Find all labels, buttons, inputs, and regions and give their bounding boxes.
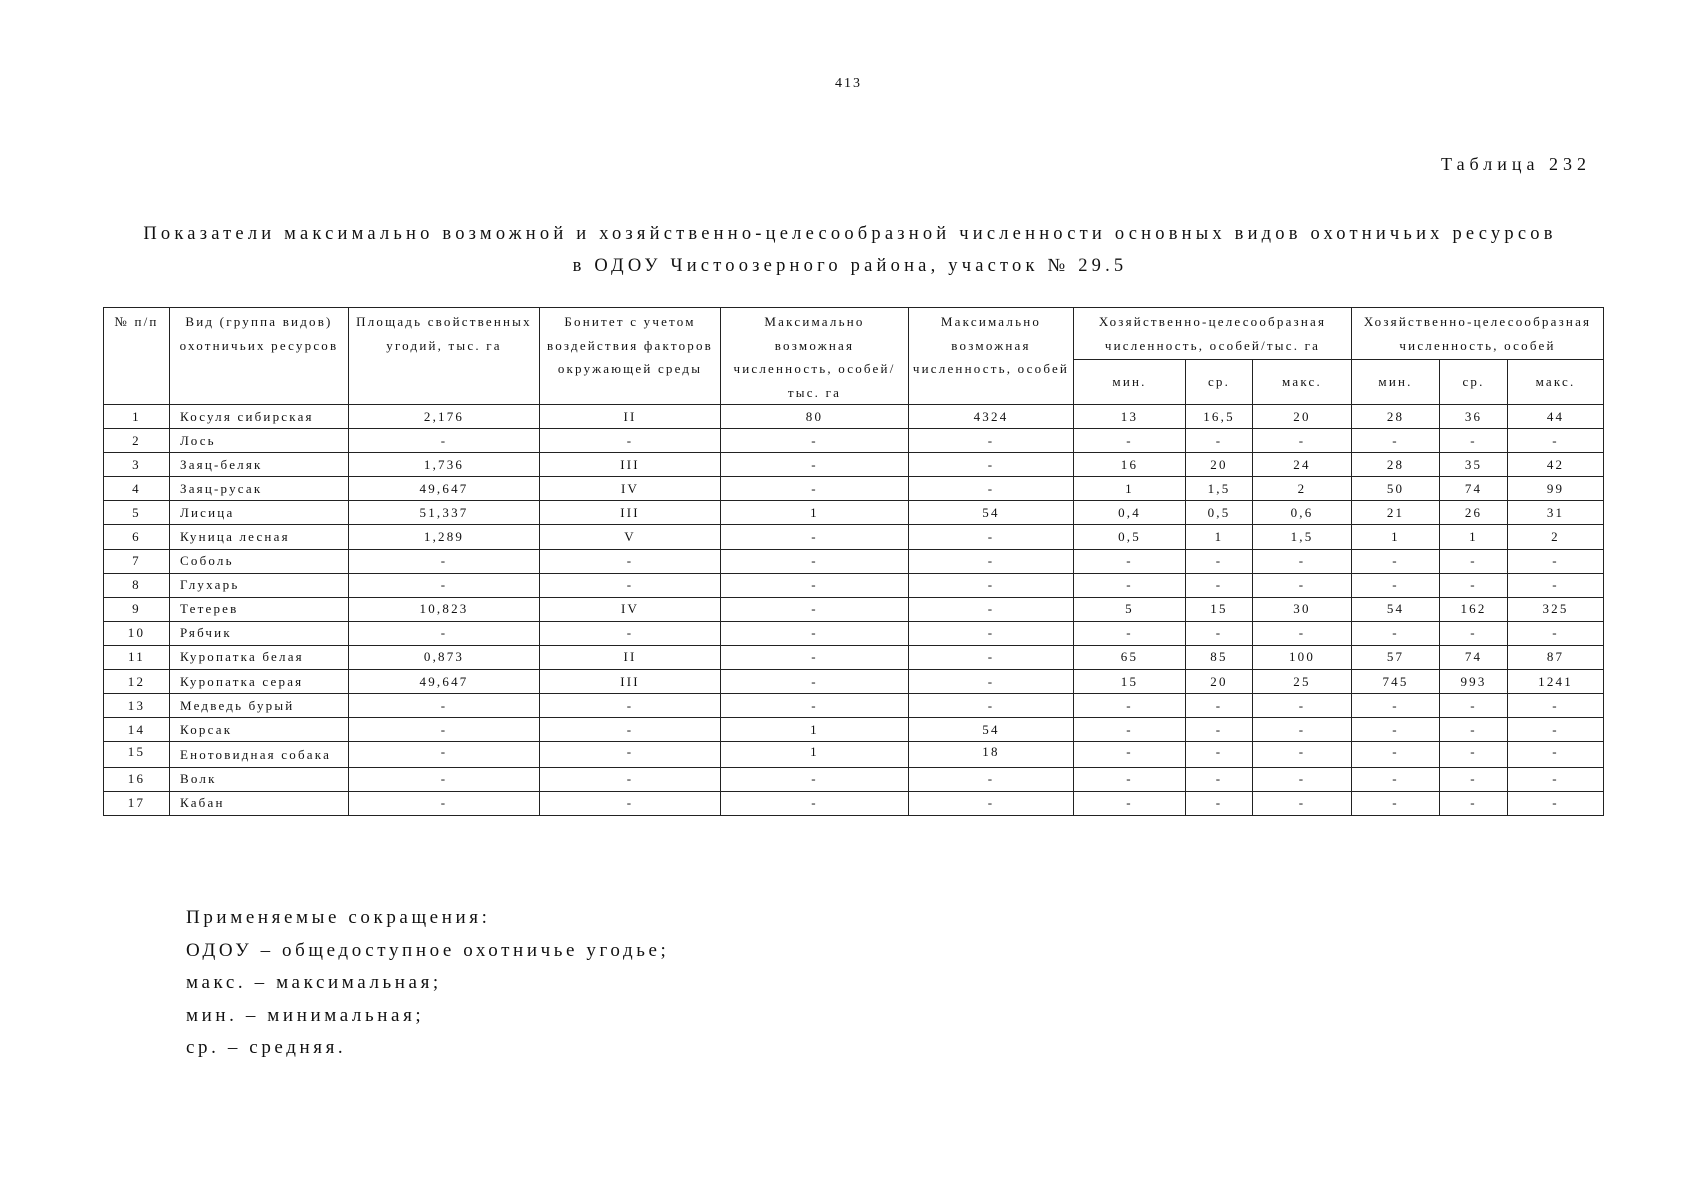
area-value: - xyxy=(349,767,540,791)
econ-count-max: 1241 xyxy=(1508,670,1604,694)
econ-density-min: - xyxy=(1074,791,1186,815)
area-value: - xyxy=(349,621,540,645)
econ-count-avg: - xyxy=(1440,767,1508,791)
table-row xyxy=(104,742,1604,768)
species-name: Енотовидная собака xyxy=(170,742,349,768)
bonitet-value: II xyxy=(540,645,721,669)
econ-count-max: 42 xyxy=(1508,453,1604,477)
econ-count-avg: 36 xyxy=(1440,405,1508,429)
max-density-value: 1 xyxy=(721,742,909,768)
econ-count-max: - xyxy=(1508,549,1604,573)
table-label: Таблица 232 xyxy=(1441,154,1591,174)
max-density-value: - xyxy=(721,477,909,501)
econ-density-max: - xyxy=(1253,742,1352,768)
max-count-value: 54 xyxy=(909,718,1074,742)
econ-count-avg: 26 xyxy=(1440,501,1508,525)
bonitet-value: - xyxy=(540,791,721,815)
species-name: Соболь xyxy=(170,549,349,573)
econ-count-max: - xyxy=(1508,718,1604,742)
hunting-resources-table xyxy=(103,307,1604,816)
econ-density-max: 25 xyxy=(1253,670,1352,694)
table-header-row xyxy=(104,308,1604,360)
table-row xyxy=(104,621,1604,645)
row-number: 9 xyxy=(104,597,170,621)
econ-density-avg: 1 xyxy=(1186,525,1253,549)
econ-density-avg: 20 xyxy=(1186,453,1253,477)
max-count-value: - xyxy=(909,573,1074,597)
abbreviations-heading: Применяемые сокращения: xyxy=(186,907,491,928)
bonitet-value: III xyxy=(540,453,721,477)
species-name: Куропатка белая xyxy=(170,645,349,669)
table-row xyxy=(104,405,1604,429)
bonitet-value: V xyxy=(540,525,721,549)
species-name: Заяц-беляк xyxy=(170,453,349,477)
species-name: Кабан xyxy=(170,791,349,815)
econ-density-max: 30 xyxy=(1253,597,1352,621)
max-count-value: - xyxy=(909,549,1074,573)
bonitet-value: II xyxy=(540,405,721,429)
econ-density-max: 24 xyxy=(1253,453,1352,477)
econ-count-max: - xyxy=(1508,621,1604,645)
max-count-value: 54 xyxy=(909,501,1074,525)
econ-density-max: - xyxy=(1253,791,1352,815)
area-value: - xyxy=(349,549,540,573)
econ-count-max: 99 xyxy=(1508,477,1604,501)
table-row xyxy=(104,429,1604,453)
econ-density-max: 20 xyxy=(1253,405,1352,429)
abbreviation-item: мин. – минимальная; xyxy=(186,1004,425,1026)
abbreviation-item: ср. – средняя. xyxy=(186,1037,347,1058)
econ-count-avg: - xyxy=(1440,621,1508,645)
bonitet-value: IV xyxy=(540,477,721,501)
max-count-value: - xyxy=(909,670,1074,694)
species-name: Косуля сибирская xyxy=(170,405,349,429)
econ-count-avg: - xyxy=(1440,694,1508,718)
row-number: 17 xyxy=(104,791,170,815)
row-number: 15 xyxy=(104,742,170,768)
bonitet-value: III xyxy=(540,670,721,694)
area-value: 0,873 xyxy=(349,645,540,669)
max-count-value: - xyxy=(909,791,1074,815)
row-number: 2 xyxy=(104,429,170,453)
econ-count-avg: - xyxy=(1440,549,1508,573)
econ-density-min: - xyxy=(1074,549,1186,573)
econ-density-max: 0,6 xyxy=(1253,501,1352,525)
econ-density-min: 0,5 xyxy=(1074,525,1186,549)
max-count-value: 4324 xyxy=(909,405,1074,429)
econ-density-min: - xyxy=(1074,694,1186,718)
econ-density-max: - xyxy=(1253,573,1352,597)
econ-count-avg: - xyxy=(1440,742,1508,768)
max-density-value: - xyxy=(721,573,909,597)
bonitet-value: - xyxy=(540,621,721,645)
econ-count-max: - xyxy=(1508,767,1604,791)
econ-count-min: - xyxy=(1352,549,1440,573)
row-number: 3 xyxy=(104,453,170,477)
species-name: Куропатка серая xyxy=(170,670,349,694)
max-density-value: - xyxy=(721,597,909,621)
econ-density-avg: - xyxy=(1186,549,1253,573)
econ-density-max: - xyxy=(1253,694,1352,718)
econ-count-min: 745 xyxy=(1352,670,1440,694)
table-row xyxy=(104,670,1604,694)
econ-density-min: - xyxy=(1074,767,1186,791)
abbreviation-item: ОДОУ – общедоступное охотничье угодье; xyxy=(186,939,670,961)
econ-density-avg: - xyxy=(1186,694,1253,718)
econ-count-avg: 162 xyxy=(1440,597,1508,621)
econ-density-avg: - xyxy=(1186,621,1253,645)
econ-density-min: 1 xyxy=(1074,477,1186,501)
max-density-value: - xyxy=(721,525,909,549)
area-value: - xyxy=(349,742,540,768)
title-line-2: в ОДОУ Чистоозерного района, участок № 29.5 xyxy=(572,256,1128,276)
econ-density-max: - xyxy=(1253,621,1352,645)
bonitet-value: - xyxy=(540,718,721,742)
econ-density-min: - xyxy=(1074,718,1186,742)
abbreviations-block xyxy=(186,902,669,1065)
econ-density-min: - xyxy=(1074,573,1186,597)
econ-density-avg: - xyxy=(1186,791,1253,815)
max-count-value: - xyxy=(909,477,1074,501)
header-area: Площадь свойственных угодий, тыс. га xyxy=(349,308,540,405)
table-row xyxy=(104,718,1604,742)
header-max-density: Максимально возможная численность, особей/тыс. га xyxy=(721,308,909,405)
econ-count-min: 21 xyxy=(1352,501,1440,525)
econ-density-avg: - xyxy=(1186,429,1253,453)
econ-density-avg: - xyxy=(1186,718,1253,742)
econ-count-min: - xyxy=(1352,621,1440,645)
row-number: 14 xyxy=(104,718,170,742)
econ-count-min: 54 xyxy=(1352,597,1440,621)
species-name: Корсак xyxy=(170,718,349,742)
subheader-density-avg: ср. xyxy=(1186,360,1253,405)
econ-density-max: - xyxy=(1253,429,1352,453)
econ-count-min: 1 xyxy=(1352,525,1440,549)
econ-density-min: 15 xyxy=(1074,670,1186,694)
header-bonitet: Бонитет с учетом воздействия факторов окружающей среды xyxy=(540,308,721,405)
header-number: № п/п xyxy=(104,308,170,405)
bonitet-value: - xyxy=(540,694,721,718)
bonitet-value: - xyxy=(540,767,721,791)
row-number: 8 xyxy=(104,573,170,597)
page-number: 413 xyxy=(835,76,862,91)
econ-density-min: 65 xyxy=(1074,645,1186,669)
table-row xyxy=(104,549,1604,573)
row-number: 13 xyxy=(104,694,170,718)
econ-density-avg: - xyxy=(1186,573,1253,597)
row-number: 12 xyxy=(104,670,170,694)
econ-count-avg: - xyxy=(1440,429,1508,453)
econ-density-avg: 85 xyxy=(1186,645,1253,669)
row-number: 6 xyxy=(104,525,170,549)
econ-density-avg: 0,5 xyxy=(1186,501,1253,525)
econ-density-avg: - xyxy=(1186,767,1253,791)
table-body xyxy=(104,405,1604,816)
max-count-value: 18 xyxy=(909,742,1074,768)
econ-density-min: 0,4 xyxy=(1074,501,1186,525)
row-number: 11 xyxy=(104,645,170,669)
econ-count-avg: 74 xyxy=(1440,477,1508,501)
econ-count-min: - xyxy=(1352,742,1440,768)
econ-count-avg: - xyxy=(1440,718,1508,742)
econ-count-avg: 1 xyxy=(1440,525,1508,549)
econ-count-max: 87 xyxy=(1508,645,1604,669)
max-count-value: - xyxy=(909,694,1074,718)
subheader-density-min: мин. xyxy=(1074,360,1186,405)
row-number: 16 xyxy=(104,767,170,791)
econ-count-min: 50 xyxy=(1352,477,1440,501)
max-density-value: - xyxy=(721,791,909,815)
econ-count-min: 28 xyxy=(1352,453,1440,477)
table-row xyxy=(104,767,1604,791)
econ-count-min: - xyxy=(1352,767,1440,791)
area-value: - xyxy=(349,718,540,742)
row-number: 7 xyxy=(104,549,170,573)
econ-count-max: - xyxy=(1508,694,1604,718)
abbreviation-item: макс. – максимальная; xyxy=(186,972,442,993)
econ-count-avg: - xyxy=(1440,791,1508,815)
max-count-value: - xyxy=(909,621,1074,645)
species-name: Рябчик xyxy=(170,621,349,645)
econ-count-max: - xyxy=(1508,429,1604,453)
header-species: Вид (группа видов) охотничьих ресурсов xyxy=(170,308,349,405)
max-density-value: 1 xyxy=(721,501,909,525)
max-density-value: - xyxy=(721,694,909,718)
econ-count-max: - xyxy=(1508,742,1604,768)
econ-density-min: 13 xyxy=(1074,405,1186,429)
econ-density-avg: 1,5 xyxy=(1186,477,1253,501)
max-density-value: - xyxy=(721,645,909,669)
econ-count-min: - xyxy=(1352,573,1440,597)
subheader-density-max: макс. xyxy=(1253,360,1352,405)
species-name: Волк xyxy=(170,767,349,791)
max-density-value: - xyxy=(721,429,909,453)
table-row xyxy=(104,453,1604,477)
species-name: Лось xyxy=(170,429,349,453)
econ-density-min: - xyxy=(1074,429,1186,453)
econ-count-max: - xyxy=(1508,791,1604,815)
area-value: 10,823 xyxy=(349,597,540,621)
title-line-1: Показатели максимально возможной и хозяйственно-целесообразной численности основных видов охотничьих ресурсов xyxy=(143,224,1557,244)
bonitet-value: - xyxy=(540,549,721,573)
econ-density-max: - xyxy=(1253,718,1352,742)
econ-count-avg: 993 xyxy=(1440,670,1508,694)
area-value: - xyxy=(349,429,540,453)
species-name: Куница лесная xyxy=(170,525,349,549)
table-row xyxy=(104,477,1604,501)
table-row xyxy=(104,645,1604,669)
econ-density-min: 5 xyxy=(1074,597,1186,621)
econ-density-avg: 16,5 xyxy=(1186,405,1253,429)
econ-count-max: 44 xyxy=(1508,405,1604,429)
econ-count-avg: 74 xyxy=(1440,645,1508,669)
area-value: 1,736 xyxy=(349,453,540,477)
bonitet-value: - xyxy=(540,742,721,768)
bonitet-value: IV xyxy=(540,597,721,621)
row-number: 4 xyxy=(104,477,170,501)
max-count-value: - xyxy=(909,767,1074,791)
max-density-value: - xyxy=(721,549,909,573)
max-count-value: - xyxy=(909,597,1074,621)
max-density-value: 80 xyxy=(721,405,909,429)
subheader-count-max: макс. xyxy=(1508,360,1604,405)
econ-density-min: 16 xyxy=(1074,453,1186,477)
econ-density-min: - xyxy=(1074,742,1186,768)
table-row xyxy=(104,525,1604,549)
econ-count-max: 325 xyxy=(1508,597,1604,621)
econ-density-min: - xyxy=(1074,621,1186,645)
area-value: 49,647 xyxy=(349,670,540,694)
subheader-count-avg: ср. xyxy=(1440,360,1508,405)
subheader-count-min: мин. xyxy=(1352,360,1440,405)
econ-density-max: 1,5 xyxy=(1253,525,1352,549)
econ-density-avg: - xyxy=(1186,742,1253,768)
row-number: 1 xyxy=(104,405,170,429)
max-count-value: - xyxy=(909,453,1074,477)
econ-count-min: 57 xyxy=(1352,645,1440,669)
area-value: 51,337 xyxy=(349,501,540,525)
econ-count-min: - xyxy=(1352,429,1440,453)
table-row xyxy=(104,597,1604,621)
max-count-value: - xyxy=(909,429,1074,453)
species-name: Лисица xyxy=(170,501,349,525)
max-density-value: 1 xyxy=(721,718,909,742)
econ-density-max: - xyxy=(1253,767,1352,791)
econ-density-max: 100 xyxy=(1253,645,1352,669)
econ-count-min: - xyxy=(1352,718,1440,742)
max-density-value: - xyxy=(721,621,909,645)
area-value: - xyxy=(349,694,540,718)
header-max-count: Максимально возможная численность, особей xyxy=(909,308,1074,405)
econ-count-max: 31 xyxy=(1508,501,1604,525)
species-name: Заяц-русак xyxy=(170,477,349,501)
econ-density-max: - xyxy=(1253,549,1352,573)
bonitet-value: III xyxy=(540,501,721,525)
econ-count-max: 2 xyxy=(1508,525,1604,549)
table-row xyxy=(104,791,1604,815)
econ-density-avg: 20 xyxy=(1186,670,1253,694)
species-name: Медведь бурый xyxy=(170,694,349,718)
econ-count-min: - xyxy=(1352,694,1440,718)
row-number: 5 xyxy=(104,501,170,525)
header-econ-count-group: Хозяйственно-целесообразная численность, особей xyxy=(1352,308,1604,360)
table-row xyxy=(104,501,1604,525)
bonitet-value: - xyxy=(540,573,721,597)
econ-count-min: 28 xyxy=(1352,405,1440,429)
econ-count-avg: - xyxy=(1440,573,1508,597)
econ-count-avg: 35 xyxy=(1440,453,1508,477)
table-row xyxy=(104,573,1604,597)
area-value: - xyxy=(349,573,540,597)
species-name: Глухарь xyxy=(170,573,349,597)
area-value: - xyxy=(349,791,540,815)
area-value: 1,289 xyxy=(349,525,540,549)
econ-count-min: - xyxy=(1352,791,1440,815)
max-count-value: - xyxy=(909,645,1074,669)
species-name: Тетерев xyxy=(170,597,349,621)
max-density-value: - xyxy=(721,453,909,477)
econ-density-avg: 15 xyxy=(1186,597,1253,621)
document-title xyxy=(100,218,1600,282)
max-density-value: - xyxy=(721,670,909,694)
max-density-value: - xyxy=(721,767,909,791)
bonitet-value: - xyxy=(540,429,721,453)
table-row xyxy=(104,694,1604,718)
row-number: 10 xyxy=(104,621,170,645)
area-value: 2,176 xyxy=(349,405,540,429)
econ-density-max: 2 xyxy=(1253,477,1352,501)
area-value: 49,647 xyxy=(349,477,540,501)
econ-count-max: - xyxy=(1508,573,1604,597)
max-count-value: - xyxy=(909,525,1074,549)
header-econ-density-group: Хозяйственно-целесообразная численность, особей/тыс. га xyxy=(1074,308,1352,360)
